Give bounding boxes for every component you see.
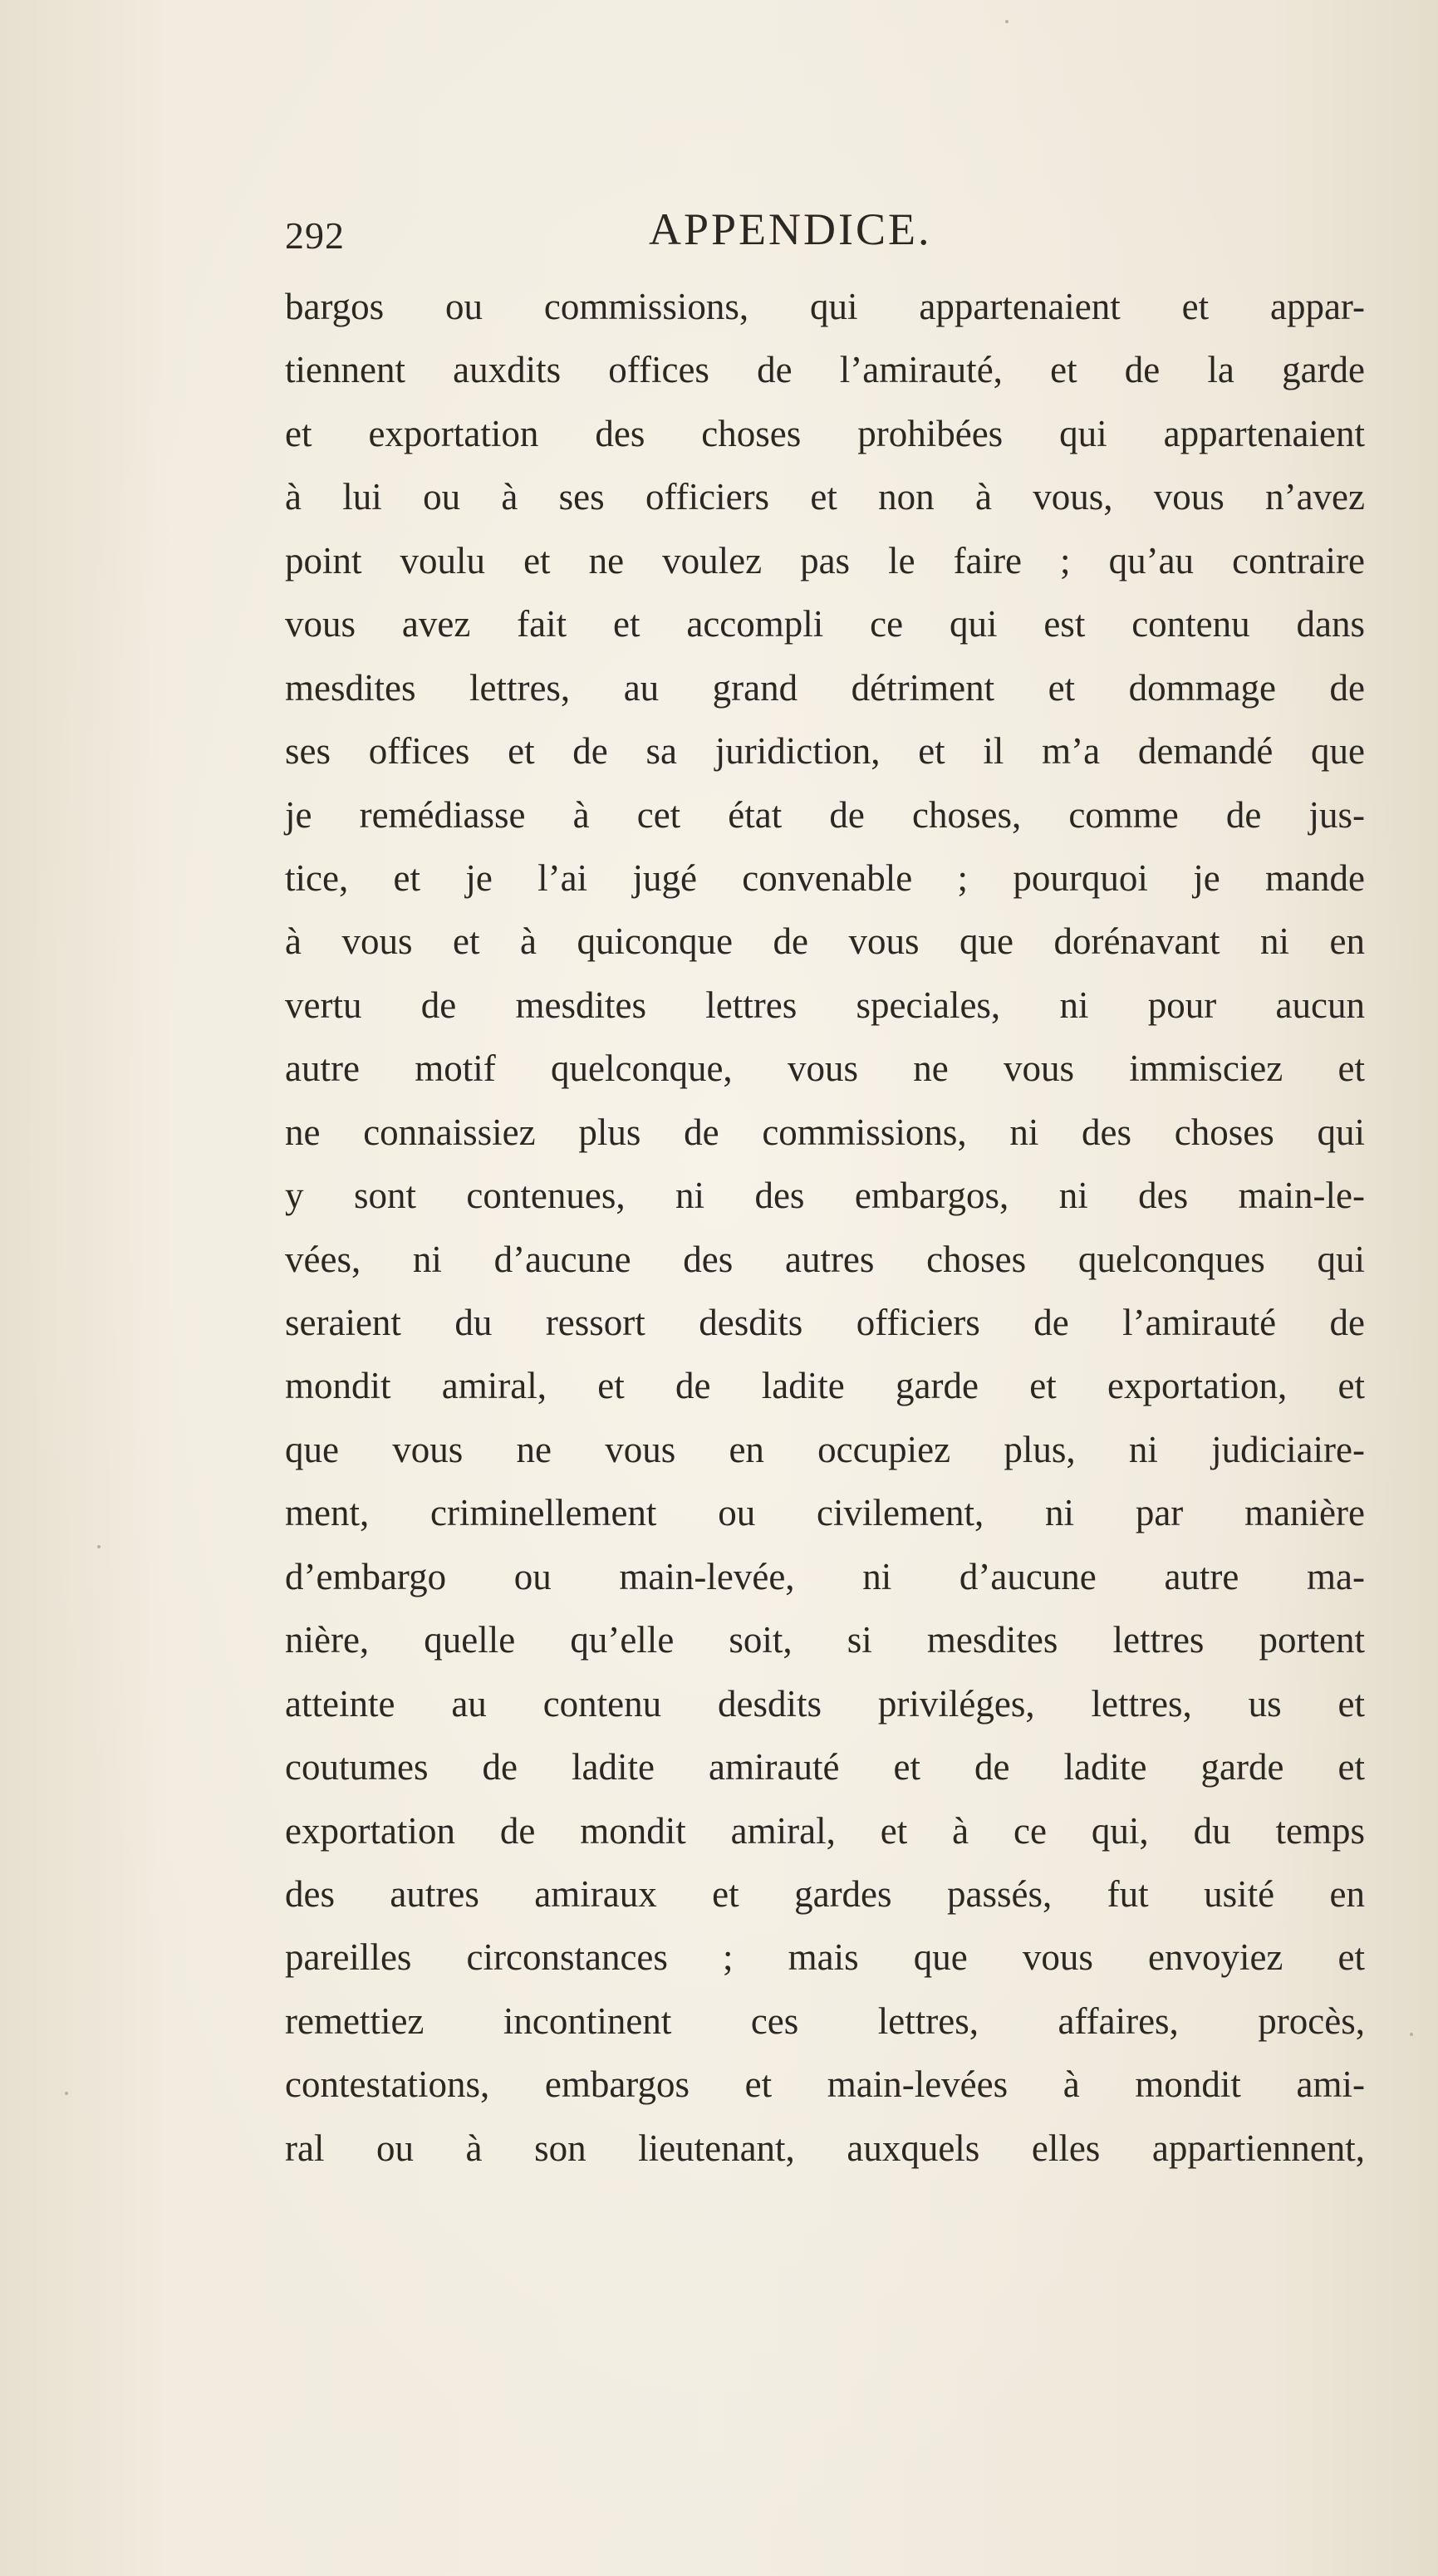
text-line: seraient du ressort desdits officiers de l’amirauté de [285, 1302, 1365, 1343]
text-line: coutumes de ladite amirauté et de ladite garde et [285, 1746, 1365, 1788]
paper-speck [97, 1545, 101, 1548]
page-number: 292 [285, 214, 345, 257]
text-line: ment, criminellement ou civilement, ni par manière [285, 1492, 1365, 1534]
running-title: APPENDICE. [649, 204, 932, 254]
text-line: ses offices et de sa juridiction, et il m’a demandé que [285, 730, 1365, 773]
text-line: des autres amiraux et gardes passés, fut usité en [285, 1872, 1365, 1915]
text-line: tice, et je l’ai jugé convenable ; pourquoi je mande [285, 856, 1365, 899]
text-line: à lui ou à ses officiers et non à vous, vous n’avez [285, 476, 1365, 518]
text-line: vous avez fait et accompli ce qui est contenu dans [285, 603, 1365, 645]
text-line: je remédiasse à cet état de choses, comme de jus- [285, 793, 1365, 836]
text-line: mesdites lettres, au grand détriment et dommage de [285, 666, 1365, 709]
running-header [285, 204, 1116, 270]
text-line: que vous ne vous en occupiez plus, ni judiciaire- [285, 1428, 1365, 1470]
paper-speck [1005, 20, 1009, 23]
text-line: point voulu et ne voulez pas le faire ; qu’au contraire [285, 539, 1365, 581]
text-line: remettiez incontinent ces lettres, affaires, procès, [285, 1999, 1365, 2042]
text-line: ne connaissiez plus de commissions, ni des choses qui [285, 1111, 1365, 1153]
body-text [285, 275, 1365, 2180]
text-line: y sont contenues, ni des embargos, ni des main-le- [285, 1175, 1365, 1217]
text-line: vertu de mesdites lettres speciales, ni pour aucun [285, 984, 1365, 1026]
text-line: atteinte au contenu desdits priviléges, lettres, us et [285, 1682, 1365, 1725]
text-line: nière, quelle qu’elle soit, si mesdites lettres portent [285, 1619, 1365, 1661]
text-line: pareilles circonstances ; mais que vous envoyiez et [285, 1936, 1365, 1979]
paper-speck [65, 2092, 68, 2095]
text-line: exportation de mondit amiral, et à ce qui, du temps [285, 1809, 1365, 1852]
text-line: vées, ni d’aucune des autres choses quelconques qui [285, 1238, 1365, 1280]
paper-speck [1410, 2033, 1413, 2036]
text-line: et exportation des choses prohibées qui appartenaient [285, 412, 1365, 454]
text-line: bargos ou commissions, qui appartenaient et appar- [285, 286, 1365, 327]
text-line: autre motif quelconque, vous ne vous immisciez et [285, 1048, 1365, 1090]
text-line: mondit amiral, et de ladite garde et exportation, et [285, 1365, 1365, 1407]
text-line: ral ou à son lieutenant, auxquels elles appartiennent, [285, 2127, 1365, 2169]
text-line: tiennent auxdits offices de l’amirauté, et de la garde [285, 349, 1365, 391]
text-line: à vous et à quiconque de vous que dorénavant ni en [285, 920, 1365, 963]
text-line: contestations, embargos et main-levées à mondit ami- [285, 2063, 1365, 2106]
text-line: d’embargo ou main-levée, ni d’aucune autre ma- [285, 1555, 1365, 1597]
